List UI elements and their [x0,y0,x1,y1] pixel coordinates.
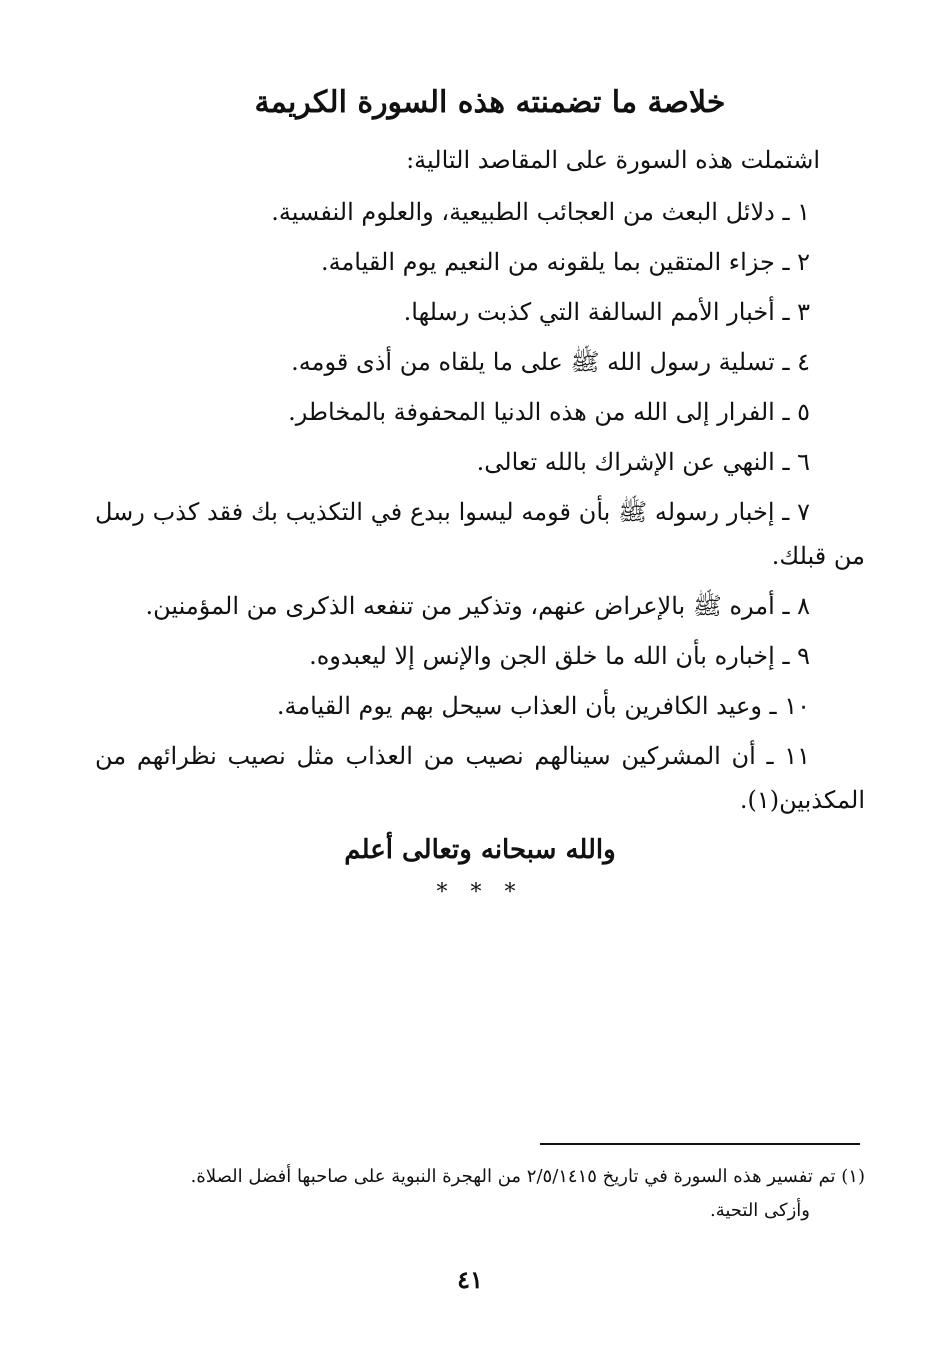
page-number: ٤١ [457,1265,483,1294]
closing-phrase: والله سبحانه وتعالى أعلم [344,835,616,865]
list-item: ٧ ـ إخبار رسوله ﷺ بأن قومه ليسوا ببدع في التكذيب بك فقد كذب رسل من قبلك. [95,498,865,570]
list-item: ٨ ـ أمره ﷺ بالإعراض عنهم، وتذكير من تنفعه الذكرى من المؤمنين. [145,592,810,620]
page-title: خلاصة ما تضمنته هذه السورة الكريمة [254,85,726,120]
list-item: ١ ـ دلائل البعث من العجائب الطبيعية، والعلوم النفسية. [271,198,810,226]
footnote [95,1160,865,1228]
list-item: ١٠ ـ وعيد الكافرين بأن العذاب سيحل بهم يوم القيامة. [276,692,810,720]
section-separator: * * * [436,880,524,905]
footnote-line: (١) تم تفسير هذه السورة في تاريخ ٢/٥/١٤١٥ من الهجرة النبوية على صاحبها أفضل الصلاة. [190,1166,865,1187]
list-item: ٢ ـ جزاء المتقين بما يلقونه من النعيم يوم القيامة. [320,248,810,276]
list-item: ٥ ـ الفرار إلى الله من هذه الدنيا المحفوفة بالمخاطر. [288,398,810,426]
list-item: ٤ ـ تسلية رسول الله ﷺ على ما يلقاه من أذى قومه. [291,348,810,376]
objectives-list [95,190,865,828]
footnote-line: وأزكى التحية. [709,1200,810,1221]
list-item: ٣ ـ أخبار الأمم السالفة التي كذبت رسلها. [403,298,810,326]
list-item: ٩ ـ إخباره بأن الله ما خلق الجن والإنس إلا ليعبدوه. [309,642,810,670]
list-item: ٦ ـ النهي عن الإشراك بالله تعالى. [476,448,810,476]
list-item: ١١ ـ أن المشركين سينالهم نصيب من العذاب مثل نصيب نظرائهم من المكذبين(١). [95,742,865,814]
intro-paragraph: اشتملت هذه السورة على المقاصد التالية: [406,146,820,174]
footnote-divider [540,1143,860,1145]
